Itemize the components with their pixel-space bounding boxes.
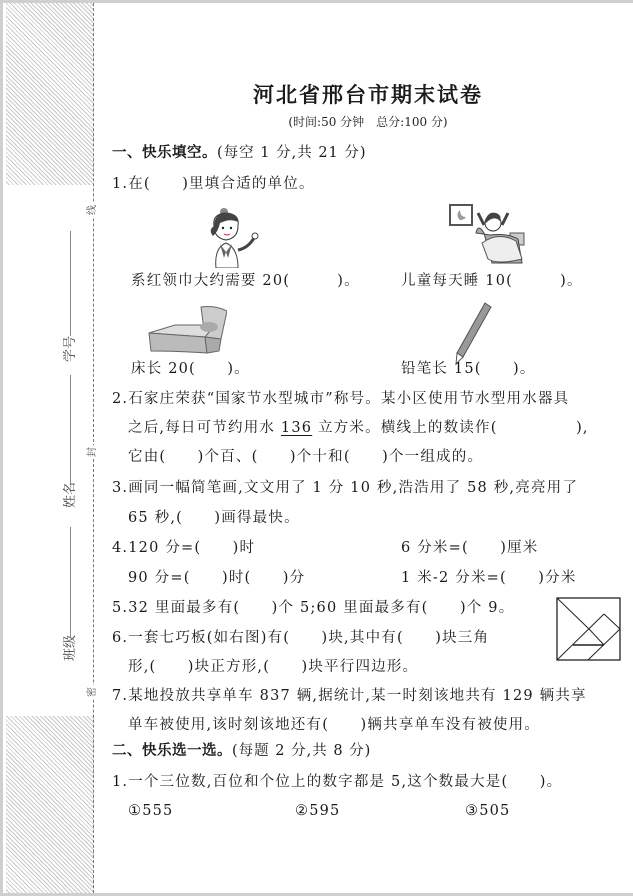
binding-label-feng: 封 xyxy=(87,447,98,457)
q6-line2: 形,( )块正方形,( )块平行四边形。 xyxy=(128,659,419,675)
q2-line1: 2.石家庄荣获“国家节水型城市”称号。某小区使用节水型用水器具 xyxy=(112,391,570,407)
section2-score-note: (每题 2 分,共 8 分) xyxy=(232,743,372,759)
binding-label-mi: 密 xyxy=(87,687,98,697)
q4-b: 6 分米=( )厘米 xyxy=(401,540,539,556)
section2-title: 二、快乐选一选。 xyxy=(112,743,232,759)
sleeping-child-illustration-icon xyxy=(448,203,528,265)
tangram-figure-icon xyxy=(556,597,621,661)
q4-d: 1 米-2 分米=( )分米 xyxy=(401,570,577,586)
q5: 5.32 里面最多有( )个 5;60 里面最多有( )个 9。 xyxy=(112,600,515,616)
class-label: 班级 xyxy=(63,635,78,662)
name-label: 姓名 xyxy=(63,482,78,509)
q4-a: 4.120 分=( )时 xyxy=(112,540,256,556)
student-id-line[interactable] xyxy=(70,231,71,336)
section2-heading xyxy=(112,741,371,761)
q1-item-pencil: 铅笔长 15( )。 xyxy=(401,361,536,377)
q7-line2: 单车被使用,该时刻该地还有( )辆共享单车没有被使用。 xyxy=(128,717,541,733)
s2-q1-stem: 1.一个三位数,百位和个位上的数字都是 5,这个数最大是( )。 xyxy=(112,774,563,790)
q7-line1: 7.某地投放共享单车 837 辆,据统计,某一时刻该地共有 129 辆共享 xyxy=(112,688,587,704)
s2-q1-option-1[interactable]: ①555 xyxy=(128,803,174,819)
q1-stem: 1.在( )里填合适的单位。 xyxy=(112,176,315,192)
q1-item-red-scarf: 系红领巾大约需要 20( )。 xyxy=(131,273,360,289)
q3-line2: 65 秒,( )画得最快。 xyxy=(128,510,300,526)
exam-subtitle: (时间:50 分钟 总分:100 分) xyxy=(288,115,448,129)
hatched-margin-bottom xyxy=(6,716,94,893)
q3-line1: 3.画同一幅简笔画,文文用了 1 分 10 秒,浩浩用了 58 秒,亮亮用了 xyxy=(112,480,579,496)
hatched-margin-top xyxy=(6,3,94,185)
q2-underlined-number: 136 xyxy=(280,420,313,436)
section1-score-note: (每空 1 分,共 21 分) xyxy=(217,145,367,161)
s2-q1-option-2[interactable]: ②595 xyxy=(295,803,341,819)
q6-line1: 6.一套七巧板(如右图)有( )块,其中有( )块三角 xyxy=(112,630,490,646)
q2-line3: 它由( )个百、( )个十和( )个一组成的。 xyxy=(128,449,484,465)
girl-illustration-icon xyxy=(210,208,266,268)
exam-title: 河北省邢台市期末试卷 xyxy=(253,82,483,107)
section1-title: 一、快乐填空。 xyxy=(112,145,217,161)
bed-illustration-icon xyxy=(145,303,227,357)
q1-item-bed: 床长 20( )。 xyxy=(131,361,250,377)
binding-label-xian: 线 xyxy=(87,205,98,215)
q2-text-pre: 之后,每日可节约用水 xyxy=(128,420,281,436)
pencil-illustration-icon xyxy=(453,301,493,366)
exam-page xyxy=(3,3,633,893)
q2-text-post: 立方米。横线上的数读作( ), xyxy=(312,420,589,436)
q1-item-sleep: 儿童每天睡 10( )。 xyxy=(401,273,583,289)
s2-q1-option-3[interactable]: ③505 xyxy=(465,803,511,819)
q4-c: 90 分=( )时( )分 xyxy=(128,570,306,586)
name-line[interactable] xyxy=(70,375,71,483)
class-line[interactable] xyxy=(70,527,71,637)
student-id-label: 学号 xyxy=(63,336,78,363)
section1-heading xyxy=(112,143,367,163)
q2-line2 xyxy=(128,418,589,438)
